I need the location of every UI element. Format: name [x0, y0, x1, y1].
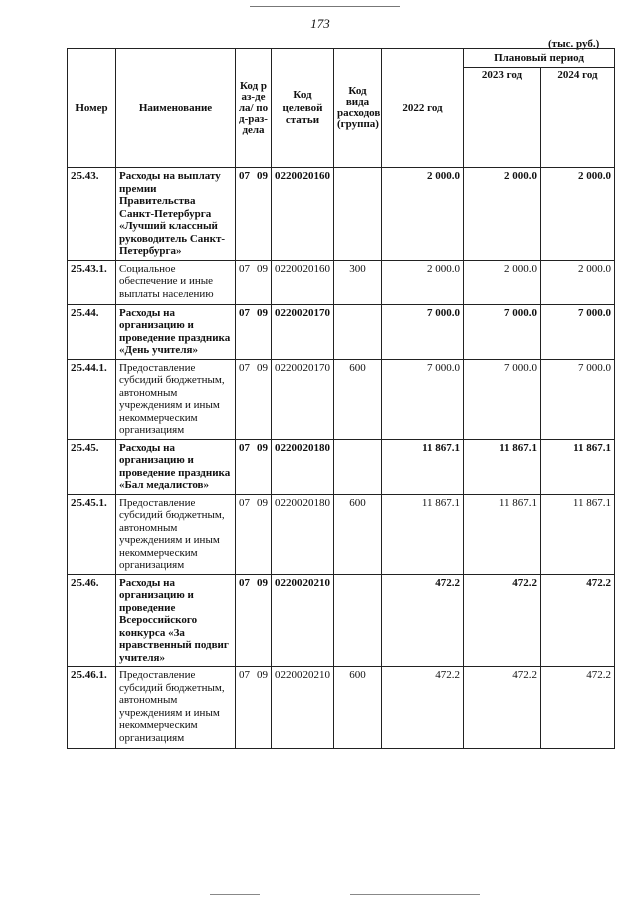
row-amount-2022: 7 000.0 [382, 304, 464, 359]
row-subsection-code: 09 [257, 262, 268, 275]
table-row [68, 304, 615, 359]
row-expense-type [334, 439, 382, 494]
row-amount-2023: 2 000.0 [464, 168, 541, 261]
row-article: 0220020160 [272, 260, 334, 304]
row-amount-2023: 7 000.0 [464, 359, 541, 439]
row-amount-2022: 472.2 [382, 667, 464, 749]
table-row [68, 359, 615, 439]
top-rule [250, 6, 400, 7]
row-article: 0220020180 [272, 439, 334, 494]
row-article: 0220020210 [272, 667, 334, 749]
row-subsection-code: 09 [257, 361, 268, 374]
row-amount-2022: 7 000.0 [382, 359, 464, 439]
row-section-code: 07 [239, 306, 250, 319]
table-row [68, 667, 615, 749]
row-amount-2024: 11 867.1 [541, 439, 615, 494]
header-name: Наименование [116, 49, 236, 168]
row-expense-type [334, 304, 382, 359]
header-planning-period: Плановый период [464, 49, 615, 68]
header-year-2024: 2024 год [541, 68, 615, 168]
row-amount-2022: 11 867.1 [382, 494, 464, 574]
row-amount-2024: 472.2 [541, 574, 615, 667]
row-amount-2023: 472.2 [464, 667, 541, 749]
header-article: Код целевой статьи [272, 49, 334, 168]
header-number: Номер [68, 49, 116, 168]
row-subsection-code: 09 [257, 669, 268, 681]
table-row [68, 494, 615, 574]
table-row [68, 168, 615, 261]
row-subsection-code: 09 [257, 576, 268, 589]
row-amount-2023: 11 867.1 [464, 494, 541, 574]
budget-table [67, 48, 615, 749]
header-section-text: Код раз-дела/ под-раз-дела [238, 79, 269, 136]
row-name: Предоставление субсидий бюджетным, автономным учреждениям и иным некоммерческим организациям [116, 667, 236, 749]
row-number: 25.46.1. [68, 667, 116, 749]
row-expense-type: 600 [334, 667, 382, 749]
row-amount-2023: 11 867.1 [464, 439, 541, 494]
row-amount-2024: 7 000.0 [541, 359, 615, 439]
table-header [68, 49, 615, 168]
row-amount-2023: 472.2 [464, 574, 541, 667]
row-expense-type [334, 574, 382, 667]
bottom-rule-left [210, 894, 260, 895]
units-label: (тыс. руб.) [548, 38, 600, 50]
row-name: Расходы на организацию и проведение праздника «Бал медалистов» [116, 439, 236, 494]
header-year-2023: 2023 год [464, 68, 541, 168]
row-amount-2022: 2 000.0 [382, 168, 464, 261]
row-article: 0220020170 [272, 304, 334, 359]
row-amount-2023: 2 000.0 [464, 260, 541, 304]
row-subsection-code: 09 [257, 306, 268, 319]
row-amount-2022: 11 867.1 [382, 439, 464, 494]
row-expense-type: 600 [334, 359, 382, 439]
row-name: Расходы на организацию и проведение праздника «День учителя» [116, 304, 236, 359]
row-number: 25.44.1. [68, 359, 116, 439]
row-amount-2023: 7 000.0 [464, 304, 541, 359]
page-number: 173 [310, 16, 330, 31]
row-number: 25.43.1. [68, 260, 116, 304]
row-expense-type: 300 [334, 260, 382, 304]
row-amount-2024: 2 000.0 [541, 168, 615, 261]
row-amount-2022: 472.2 [382, 574, 464, 667]
row-section [236, 260, 272, 304]
row-name: Предоставление субсидий бюджетным, автономным учреждениям и иным некоммерческим организациям [116, 494, 236, 574]
row-section-code: 07 [239, 576, 250, 589]
row-name: Расходы на организацию и проведение Всероссийского конкурса «За нравственный подвиг учителя» [116, 574, 236, 667]
row-amount-2024: 472.2 [541, 667, 615, 749]
row-section [236, 494, 272, 574]
row-number: 25.43. [68, 168, 116, 261]
row-amount-2022: 2 000.0 [382, 260, 464, 304]
row-article: 0220020180 [272, 494, 334, 574]
row-number: 25.46. [68, 574, 116, 667]
row-subsection-code: 09 [257, 441, 268, 454]
row-section-code: 07 [239, 441, 250, 454]
bottom-rule-right [350, 894, 480, 895]
table-row [68, 260, 615, 304]
row-expense-type [334, 168, 382, 261]
row-section [236, 574, 272, 667]
row-amount-2024: 7 000.0 [541, 304, 615, 359]
header-section [236, 49, 272, 168]
row-name: Расходы на выплату премии Правительства Санкт-Петербурга «Лучший классный руководитель Санкт-Петербурга» [116, 168, 236, 261]
row-amount-2024: 2 000.0 [541, 260, 615, 304]
row-subsection-code: 09 [257, 496, 268, 509]
table-row [68, 439, 615, 494]
row-section-code: 07 [239, 170, 250, 182]
row-article: 0220020170 [272, 359, 334, 439]
row-section [236, 667, 272, 749]
row-subsection-code: 09 [257, 170, 268, 182]
row-section-code: 07 [239, 262, 250, 275]
row-number: 25.45.1. [68, 494, 116, 574]
row-amount-2024: 11 867.1 [541, 494, 615, 574]
header-year-2022: 2022 год [382, 49, 464, 168]
row-number: 25.44. [68, 304, 116, 359]
row-number: 25.45. [68, 439, 116, 494]
row-section [236, 304, 272, 359]
row-expense-type: 600 [334, 494, 382, 574]
row-section-code: 07 [239, 496, 250, 509]
table-body [68, 168, 615, 749]
row-section [236, 439, 272, 494]
row-section-code: 07 [239, 669, 250, 681]
row-name: Социальное обеспечение и иные выплаты населению [116, 260, 236, 304]
row-section [236, 359, 272, 439]
table-row [68, 574, 615, 667]
row-article: 0220020160 [272, 168, 334, 261]
header-expense-type: Код вида расходов (группа) [334, 49, 382, 168]
row-article: 0220020210 [272, 574, 334, 667]
row-section-code: 07 [239, 361, 250, 374]
row-section [236, 168, 272, 261]
row-name: Предоставление субсидий бюджетным, автономным учреждениям и иным некоммерческим организациям [116, 359, 236, 439]
